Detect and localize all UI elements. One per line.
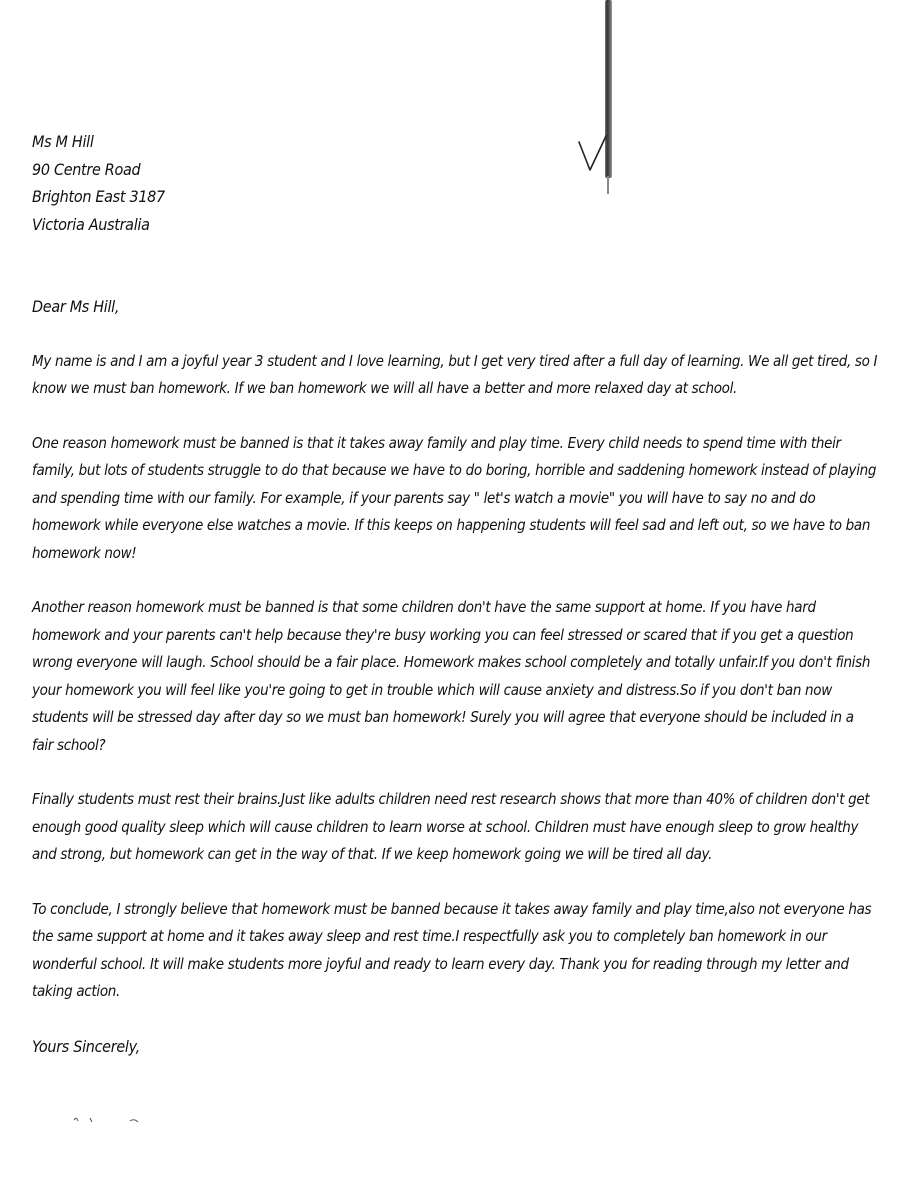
paragraph-rest: Finally students must rest their brains.Just like adults children need rest research shows that more than 40% of children don't get enough good quality sleep which will cause children to learn worse at school. Children must have enough sleep to grow healthy and strong, but homework can get in the way of that. If we keep homework going we will be tired all day. [32,790,870,863]
salutation: Dear Ms Hill, [32,297,120,316]
address-line-suburb: Brighton East 3187 [32,187,165,206]
address-line-name: Ms M Hill [32,132,94,151]
paragraph-support-at-home: Another reason homework must be banned is that some children don't have the same support at home. If you have hard homework and your parents can't help because they're busy working you can feel stressed or scared that if you get a question wrong everyone will laugh. School should be a fair place. Homework makes school completely and totally unfair.If you don't finish your homework you will feel like you're going to get in trouble which will cause anxiety and distress.So if you don't ban now students will be stressed day after day so we must ban homework! Surely you will agree that everyone should be included in a fair school? [32,598,871,754]
address-line-street: 90 Centre Road [32,159,141,179]
signature-scribble [70,1112,150,1128]
letter-body [32,128,878,1060]
paragraph-conclusion: To conclude, I strongly believe that homework must be banned because it takes away family and play time,also not everyone has the same support at home and it takes away sleep and rest time.I respectfully ask you to completely ban homework in our wonderful school. It will make students more joyful and ready to learn every day. Thank you for reading through my letter and taking action. [32,899,872,1000]
address-line-state: Victoria Australia [32,214,150,234]
closing: Yours Sincerely, [32,1036,140,1056]
paragraph-introduction: My name is and I am a joyful year 3 student and I love learning, but I get very tired after a full day of learning. We all get tired, so I know we must ban homework. If we ban homework we will all have a better and more relaxed day at school. [32,351,878,397]
recipient-address [32,128,878,238]
paragraph-family-time: One reason homework must be banned is that it takes away family and play time. Every child needs to spend time with their family, but lots of students struggle to do that because we have to do boring, horrible and saddening homework instead of playing and spending time with our family. For example, if your parents say " let's watch a movie" you will have to say no and do homework while everyone else watches a movie. If this keeps on happening students will feel sad and left out, so we have to ban homework now! [32,433,877,562]
